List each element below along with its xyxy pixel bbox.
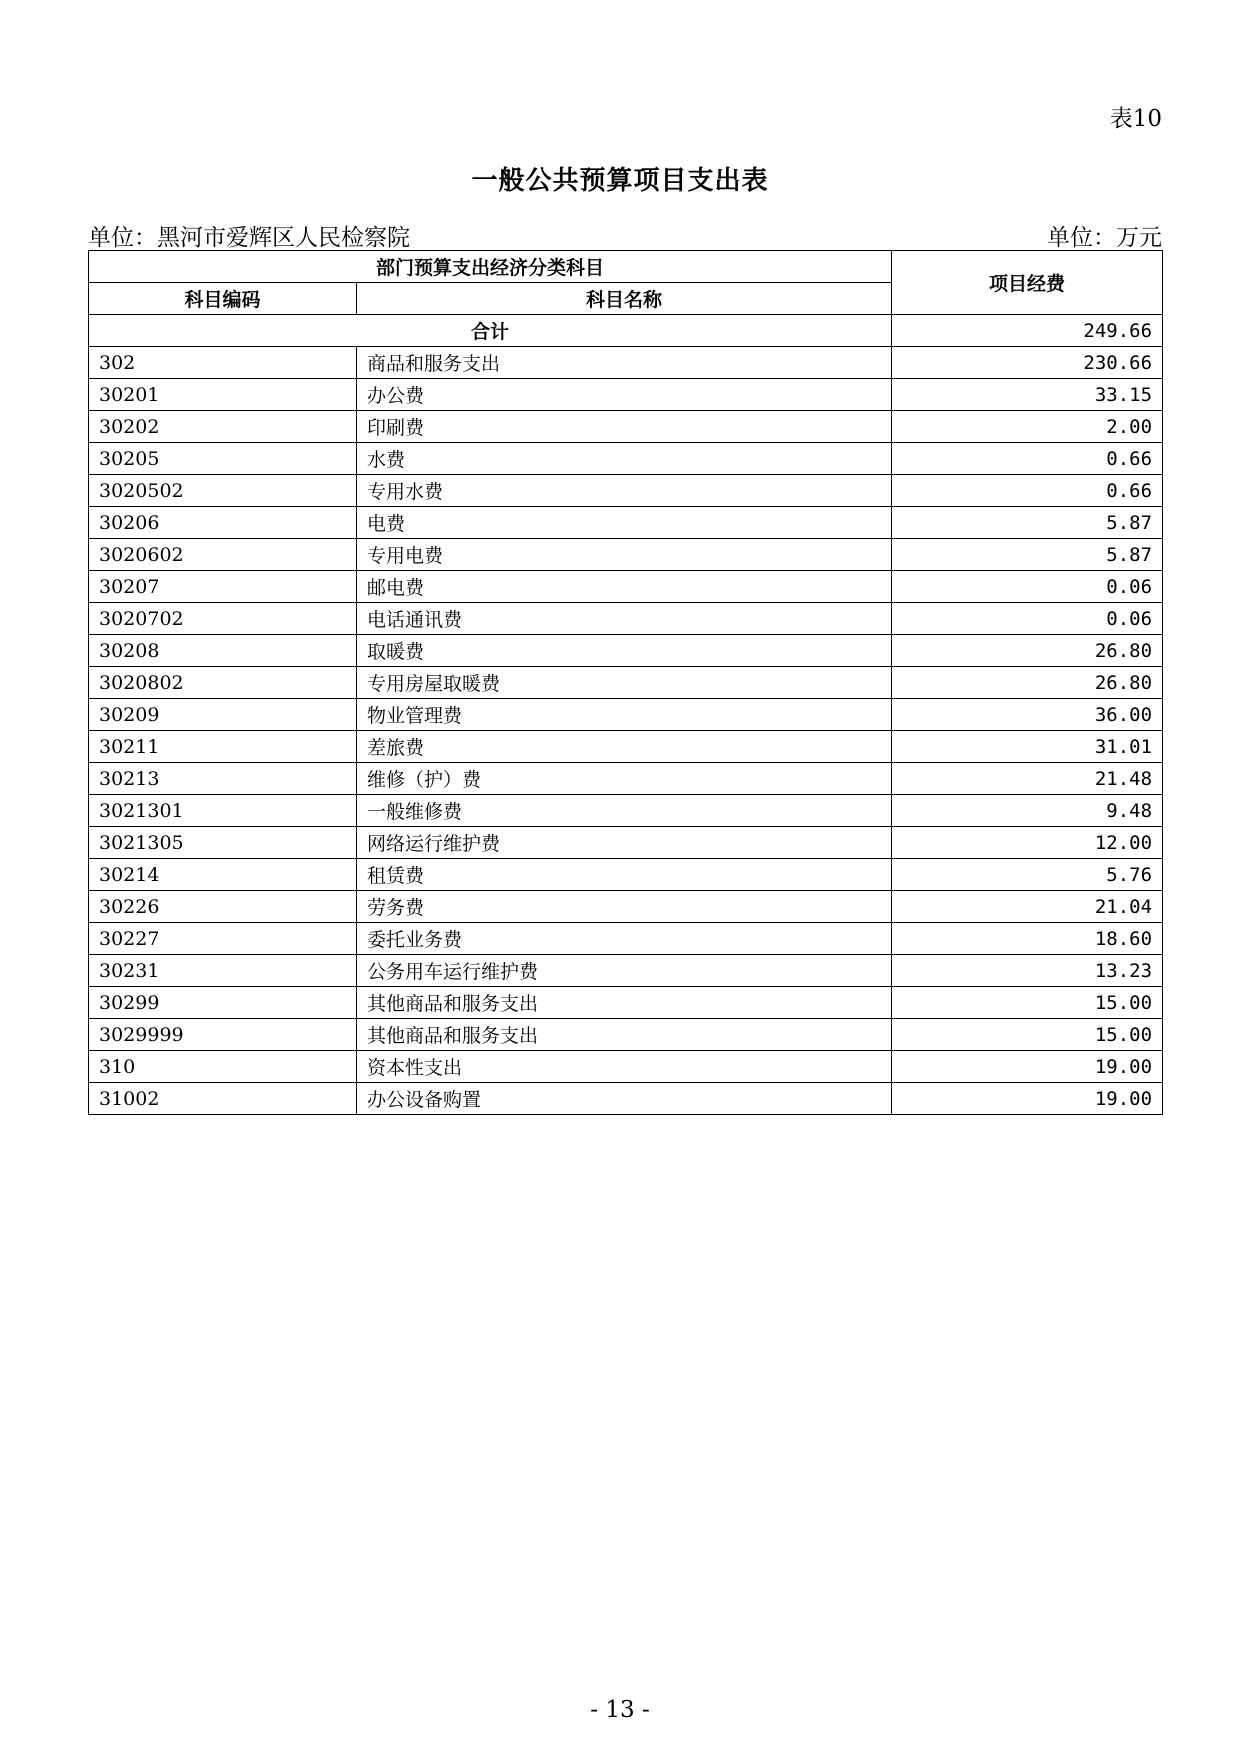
row-code: 30202 [89,411,357,443]
row-amount: 12.00 [892,827,1163,859]
row-name: 取暖费 [357,635,892,667]
table-row [89,699,1163,731]
table-row [89,507,1163,539]
row-name: 商品和服务支出 [357,347,892,379]
row-code: 30208 [89,635,357,667]
table-row [89,475,1163,507]
table-row [89,795,1163,827]
row-amount: 21.48 [892,763,1163,795]
row-name: 其他商品和服务支出 [357,987,892,1019]
header-name: 科目名称 [357,283,892,315]
row-amount: 33.15 [892,379,1163,411]
row-code: 31002 [89,1083,357,1115]
table-row [89,923,1163,955]
row-name: 办公设备购置 [357,1083,892,1115]
unit-organization: 单位：黑河市爱辉区人民检察院 [88,225,410,251]
row-code: 3021305 [89,827,357,859]
total-label: 合计 [89,315,892,347]
row-code: 30201 [89,379,357,411]
table-row [89,667,1163,699]
page-number: - 13 - [590,1697,650,1723]
row-amount: 5.87 [892,539,1163,571]
table-row [89,763,1163,795]
row-name: 其他商品和服务支出 [357,1019,892,1051]
row-amount: 0.66 [892,475,1163,507]
table-row [89,347,1163,379]
row-name: 专用房屋取暖费 [357,667,892,699]
row-name: 租赁费 [357,859,892,891]
header-amount: 项目经费 [892,251,1163,315]
row-name: 电话通讯费 [357,603,892,635]
row-code: 310 [89,1051,357,1083]
row-amount: 18.60 [892,923,1163,955]
table-row [89,987,1163,1019]
row-amount: 19.00 [892,1051,1163,1083]
row-name: 资本性支出 [357,1051,892,1083]
row-name: 专用水费 [357,475,892,507]
row-amount: 0.06 [892,603,1163,635]
row-name: 邮电费 [357,571,892,603]
table-row [89,1051,1163,1083]
row-code: 3020802 [89,667,357,699]
table-number: 表10 [1109,106,1162,132]
row-amount: 15.00 [892,987,1163,1019]
row-code: 30226 [89,891,357,923]
table-row [89,411,1163,443]
row-amount: 21.04 [892,891,1163,923]
row-name: 一般维修费 [357,795,892,827]
row-amount: 31.01 [892,731,1163,763]
total-amount: 249.66 [892,315,1163,347]
budget-table [88,250,1163,1115]
page-title: 一般公共预算项目支出表 [471,166,769,196]
row-name: 物业管理费 [357,699,892,731]
row-name: 维修（护）费 [357,763,892,795]
row-code: 30207 [89,571,357,603]
row-code: 3020702 [89,603,357,635]
header-code: 科目编码 [89,283,357,315]
row-name: 印刷费 [357,411,892,443]
header-group: 部门预算支出经济分类科目 [89,251,892,283]
row-amount: 26.80 [892,635,1163,667]
row-amount: 19.00 [892,1083,1163,1115]
row-code: 30209 [89,699,357,731]
row-name: 差旅费 [357,731,892,763]
table-row [89,571,1163,603]
total-row [89,315,1163,347]
row-amount: 230.66 [892,347,1163,379]
row-code: 30231 [89,955,357,987]
row-code: 3029999 [89,1019,357,1051]
row-amount: 15.00 [892,1019,1163,1051]
table-row [89,379,1163,411]
row-name: 网络运行维护费 [357,827,892,859]
table-row [89,443,1163,475]
table-row [89,891,1163,923]
row-amount: 0.66 [892,443,1163,475]
row-amount: 5.76 [892,859,1163,891]
row-amount: 0.06 [892,571,1163,603]
table-row [89,1083,1163,1115]
row-name: 水费 [357,443,892,475]
row-code: 3020602 [89,539,357,571]
row-code: 302 [89,347,357,379]
row-amount: 9.48 [892,795,1163,827]
row-code: 30227 [89,923,357,955]
row-code: 30299 [89,987,357,1019]
table-row [89,731,1163,763]
table-row [89,1019,1163,1051]
row-code: 3021301 [89,795,357,827]
row-code: 30214 [89,859,357,891]
row-name: 专用电费 [357,539,892,571]
row-amount: 2.00 [892,411,1163,443]
table-row [89,635,1163,667]
unit-currency: 单位：万元 [1047,225,1162,251]
row-name: 电费 [357,507,892,539]
row-code: 3020502 [89,475,357,507]
row-code: 30211 [89,731,357,763]
row-name: 办公费 [357,379,892,411]
table-row [89,603,1163,635]
row-amount: 36.00 [892,699,1163,731]
row-name: 委托业务费 [357,923,892,955]
row-code: 30213 [89,763,357,795]
row-code: 30205 [89,443,357,475]
row-amount: 5.87 [892,507,1163,539]
row-name: 公务用车运行维护费 [357,955,892,987]
table-row [89,539,1163,571]
row-amount: 13.23 [892,955,1163,987]
table-row [89,827,1163,859]
table-row [89,859,1163,891]
row-amount: 26.80 [892,667,1163,699]
row-name: 劳务费 [357,891,892,923]
row-code: 30206 [89,507,357,539]
table-row [89,955,1163,987]
